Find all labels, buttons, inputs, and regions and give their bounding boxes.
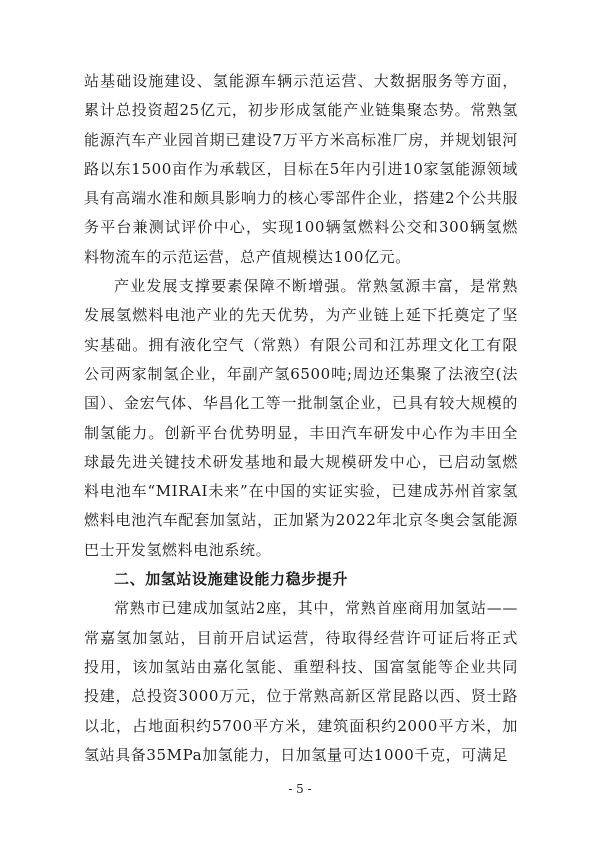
document-body	[84, 67, 518, 770]
paragraph-hydrogen-stations: 常熟市已建成加氢站2座，其中，常熟首座商用加氢站——常嘉氢加氢站，目前开启试运营，待取得经营许可证后将正式投用，该加氢站由嘉化氢能、重塑科技、国富氢能等企业共同投建，总投资3000万元，位于常熟高新区常昆路以西、贤士路以北，占地面积约5700平方米，建筑面积约2000平方米，加氢站具备35MPa加氢能力，日加氢量可达1000千克，可满足	[84, 599, 518, 764]
paragraph-continuation: 站基础设施建设、氢能源车辆示范运营、大数据服务等方面，累计总投资超25亿元，初步形成氢能产业链集聚态势。常熟氢能源汽车产业园首期已建设7万平方米高标准厂房，并规划银河路以东1500亩作为承载区，目标在5年内引进10家氢能源领域具有高端水准和颇具影响力的核心零部件企业，搭建2个公共服务平台兼测试评价中心，实现100辆氢燃料公交和300辆氢燃料物流车的示范运营，总产值规模达100亿元。	[84, 72, 518, 266]
paragraph-support-factors: 产业发展支撑要素保障不断增强。常熟氢源丰富，是常熟发展氢燃料电池产业的先天优势，为产业链上延下托奠定了坚实基础。拥有液化空气（常熟）有限公司和江苏理文化工有限公司两家制氢企业，年副产氢6500吨;周边还集聚了法液空(法国）、金宏气体、华昌化工等一批制氢企业，已具有较大规模的制氢能力。创新平台优势明显，丰田汽车研发中心作为丰田全球最先进关键技术研发基地和最大规模研发中心，已启动氢燃料电池车“MIRAI未来”在中国的实证实验，已建成苏州首家氢燃料电池汽车配套加氢站，正加紧为2022年北京冬奥会氢能源巴士开发氢燃料电池系统。	[84, 277, 518, 559]
section-heading: 二、加氢站设施建设能力稳步提升	[114, 570, 349, 589]
page-number: - 5 -	[288, 782, 312, 796]
